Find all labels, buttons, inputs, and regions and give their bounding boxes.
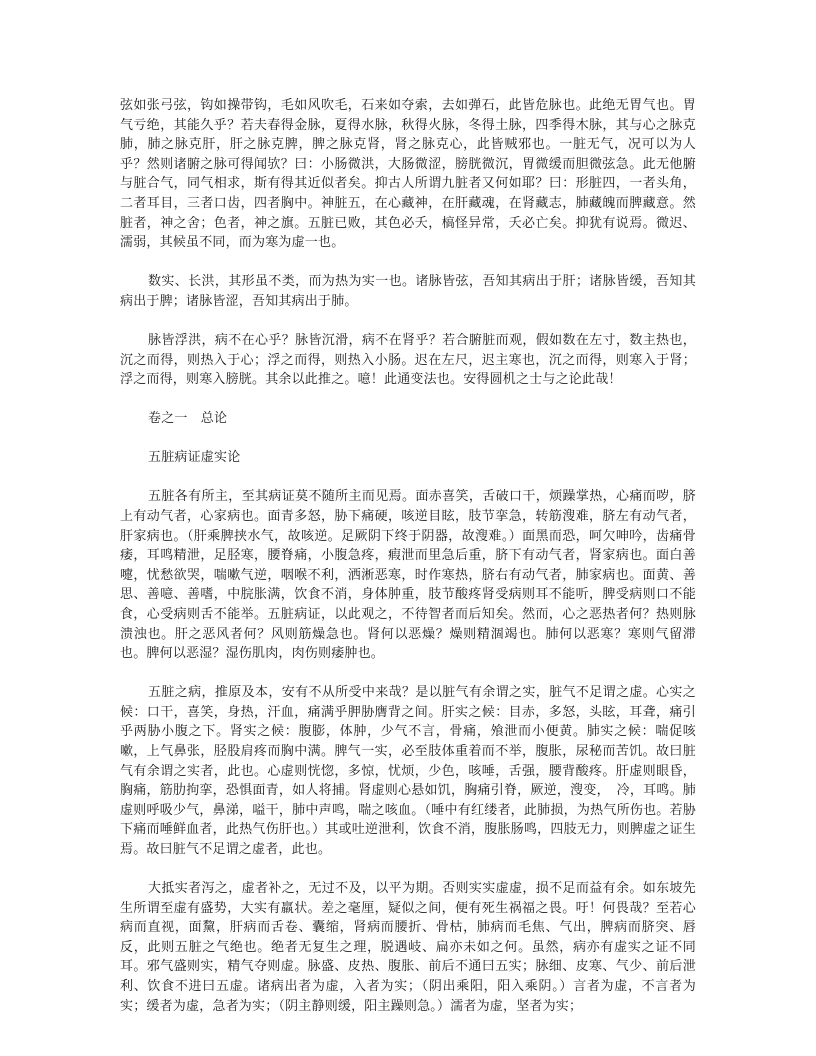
paragraph-wuzang-zhu: 五脏各有所主，至其病证莫不随所主而见焉。面赤喜笑，舌破口干，烦躁掌热，心痛而哕，脐上有动气者，心家病也。面青多怒，胁下痛硬，咳逆目眩，肢节挛急，转筋溲难，脐左有动气者，肝家病也。（肝乘脾挟水气，故咳逆。足厥阴下终于阴器，故溲难。）面黑而恐，呵欠呻吟，齿痛骨痿，耳鸣精泄，足胫寒，腰脊痛，小腹急疼，瘕泄而里急后重，脐下有动气者，肾家病也。面白善嚏，忧愁欲哭，喘嗽气逆，咽喉不利，洒淅恶寒，时作寒热，脐右有动气者，肺家病也。面黄、善思、善噫、善嗜，中脘胀满，饮食不消，身体肿重，肢节酸疼肾受病则耳不能听，脾受病则口不能食，心受病则舌不能举。五脏病证，以此观之，不待智者而后知矣。然而，心之恶热者何？热则脉溃浊也。肝之恶风者何？风则筋燥急也。肾何以恶燥？燥则精涸竭也。肺何以恶寒？寒则气留滞也。脾何以恶湿？湿伤肌肉，肉伤则痿肿也。 — [120, 489, 696, 662]
document-page — [120, 96, 696, 1016]
paragraph-gap — [120, 860, 696, 880]
paragraph-maijie-fuhong: 脉皆浮洪，病不在心乎？脉皆沉滑，病不在肾乎？若合腑脏而观，假如数在左寸，数主热也，沉之而得，则热入于心；浮之而得，则热入小肠。迟在左尺，迟主寒也，沉之而得，则寒入于肾；浮之而得，则寒入膀胱。其余以此推之。噫！此通变法也。安得圆机之士与之论此哉！ — [120, 332, 696, 388]
paragraph-gap — [120, 664, 696, 684]
paragraph-gap — [120, 390, 696, 410]
paragraph-dadi-shizhe: 大抵实者泻之，虚者补之，无过不及，以平为期。否则实实虚虚，损不足而益有余。如东坡先生所谓至虚有盛势，大实有羸状。差之毫厘，疑似之间，便有死生祸福之畏。吁！何畏哉？至若心病而直视，面黧，肝病而舌卷、囊缩，肾病而腰折、骨枯，肺病而毛焦、气出，脾病而脐突、唇反，此则五脏之气绝也。绝者无复生之理，脱遇岐、扁亦未如之何。虽然，病亦有虚实之证不同耳。邪气盛则实，精气夺则虚。脉盛、皮热、腹胀、前后不通曰五实；脉细、皮寒、气少、前后泄利、饮食不进曰五虚。诸病出者为虚，入者为实；（阴出乘阳，阳入乘阴。）言者为虚，不言者为实；缓者为虚，急者为实；（阴主静则缓，阳主躁则急。）濡者为虚，坚者为实； — [120, 881, 696, 1014]
paragraph-gap — [120, 311, 696, 331]
paragraph-gap — [120, 253, 696, 273]
section-title: 五脏病证虚实论 — [148, 450, 241, 466]
paragraph-shuoshi-changhong: 数实、长洪，其形虽不类，而为热为实一也。诸脉皆弦，吾知其病出于肝；诸脉皆缓，吾知其病出于脾；诸脉皆涩，吾知其病出于肺。 — [120, 274, 696, 309]
chapter-heading: 卷之一 总论 — [148, 411, 228, 427]
paragraph-gap — [120, 468, 696, 488]
paragraph-wuzang-bing: 五脏之病，推原及本，安有不从所受中来哉？是以脏气有余谓之实，脏气不足谓之虚。心实之候：口干，喜笑，身热，汗血，痛满乎胛胁膺背之间。肝实之候：目赤，多怒，头眩，耳聋，痛引乎两胁小腹之下。肾实之候：腹膨，体肿，少气不言，骨痛，飧泄而小便黄。肺实之候：喘促咳嗽，上气鼻张，胫股肩疼而胸中满。脾气一实，必至肢体重着而不举，腹胀，尿秘而苦饥。故曰脏气有余谓之实者，此也。心虚则恍惚，多惊，忧烦，少色，咳唾，舌强，腰背酸疼。肝虚则眼昏，胸痛，筋肋拘挛，恐惧面青，如人将捕。肾虚则心悬如饥，胸痛引脊，厥逆，溲变， 冷，耳鸣。肺虚则呼吸少气，鼻涕，嗌干，肺中声鸣，喘之咳血。（唾中有红缕者，此肺损，为热气所伤也。若胁下痛而唾鲜血者，此热气伤肝也。）其或吐逆泄利，饮食不消，腹胀肠鸣，四肢无力，则脾虚之证生焉。故曰脏气不足谓之虚者，此也。 — [120, 685, 696, 857]
paragraph-gap — [120, 429, 696, 449]
paragraph-pulse-continuation: 弦如张弓弦，钩如操带钩，毛如风吹毛，石来如夺索，去如弹石，此皆危脉也。此绝无胃气也。胃气亏绝，其能久乎？若夫春得金脉，夏得水脉，秋得火脉，冬得土脉，四季得木脉，其与心之脉克肺，肺之脉克肝，肝之脉克脾，脾之脉克肾，肾之脉克心，此皆贼邪也。一脏无气，况可以为人乎？然则诸腑之脉可得闻欤？曰：小肠微洪，大肠微涩，膀胱微沉，胃微缓而胆微弦急。此无他腑与脏合气，同气相求，斯有得其近似者矣。抑古人所谓九脏者又何如耶？曰：形脏四，一者头角，二者耳目，三者口齿，四者胸中。神脏五，在心藏神，在肝藏魂，在肾藏志，肺藏魄而脾藏意。然脏者，神之舍；色者，神之旗。五脏已败，其色必夭，槁怪异常，夭必亡矣。抑犹有说焉。微迟、濡弱，其候虽不同，而为寒为虚一也。 — [120, 98, 696, 251]
